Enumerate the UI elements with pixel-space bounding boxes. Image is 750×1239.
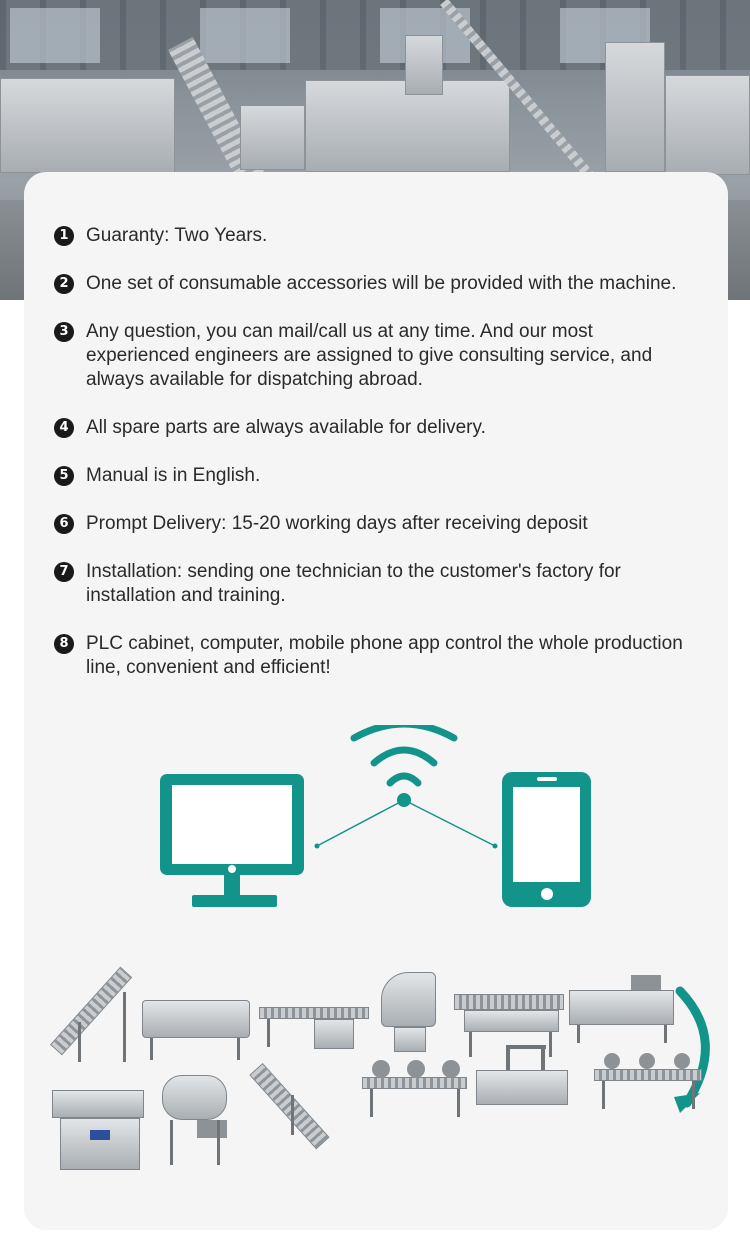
feature-text: Prompt Delivery: 15-20 working days after receiving deposit	[86, 513, 588, 534]
number-badge: 8	[54, 634, 74, 654]
inclined-conveyor-machine	[48, 967, 143, 1067]
feature-item	[54, 320, 694, 392]
production-line-diagram	[44, 967, 714, 1207]
number-badge: 2	[54, 274, 74, 294]
factory-window	[200, 8, 290, 63]
feature-text: All spare parts are always available for delivery.	[86, 417, 486, 438]
number-badge: 4	[54, 418, 74, 438]
feature-text: Installation: sending one technician to the customer's factory for installation and training.	[86, 561, 621, 606]
number-badge: 1	[54, 226, 74, 246]
inclined-conveyor-machine	[256, 1055, 346, 1145]
feature-text: One set of consumable accessories will be provided with the machine.	[86, 273, 677, 294]
factory-machine	[0, 78, 175, 173]
factory-machine	[405, 35, 443, 95]
feature-text: Any question, you can mail/call us at any time. And our most experienced engineers are assigned to give consulting service, and always available for dispatching abroad.	[86, 321, 653, 390]
feature-item	[54, 272, 719, 296]
factory-control-cabinet	[605, 42, 665, 172]
feature-text: Guaranty: Two Years.	[86, 225, 268, 246]
washing-peeling-machine	[142, 992, 252, 1062]
feature-item	[54, 464, 719, 488]
factory-machine	[665, 75, 750, 175]
vacuum-packing-machine	[52, 1085, 147, 1175]
number-badge: 5	[54, 466, 74, 486]
wifi-signal-icon	[354, 725, 454, 807]
number-badge: 7	[54, 562, 74, 582]
feature-item	[54, 632, 719, 680]
network-illustration	[157, 725, 597, 915]
feature-text: Manual is in English.	[86, 465, 261, 486]
factory-machine	[240, 105, 305, 170]
washing-machine	[569, 975, 679, 1045]
feature-item	[54, 224, 719, 248]
feature-text: PLC cabinet, computer, mobile phone app control the whole production line, convenient and efficient!	[86, 633, 683, 678]
picking-conveyor-machine	[259, 997, 371, 1062]
number-badge: 3	[54, 322, 74, 342]
mobile-phone-icon	[502, 772, 591, 907]
connection-lines	[315, 800, 498, 849]
factory-window	[10, 8, 100, 63]
fryer-machine	[476, 1045, 571, 1120]
air-cooling-line	[362, 1055, 472, 1120]
feature-item	[54, 512, 719, 536]
service-card	[24, 172, 728, 1230]
slicing-machine	[376, 972, 446, 1052]
feature-item	[54, 416, 719, 440]
seasoning-drum-machine	[162, 1055, 232, 1167]
number-badge: 6	[54, 514, 74, 534]
de-watering-line	[594, 1049, 709, 1114]
computer-monitor-icon	[160, 774, 304, 907]
feature-item	[54, 560, 674, 608]
